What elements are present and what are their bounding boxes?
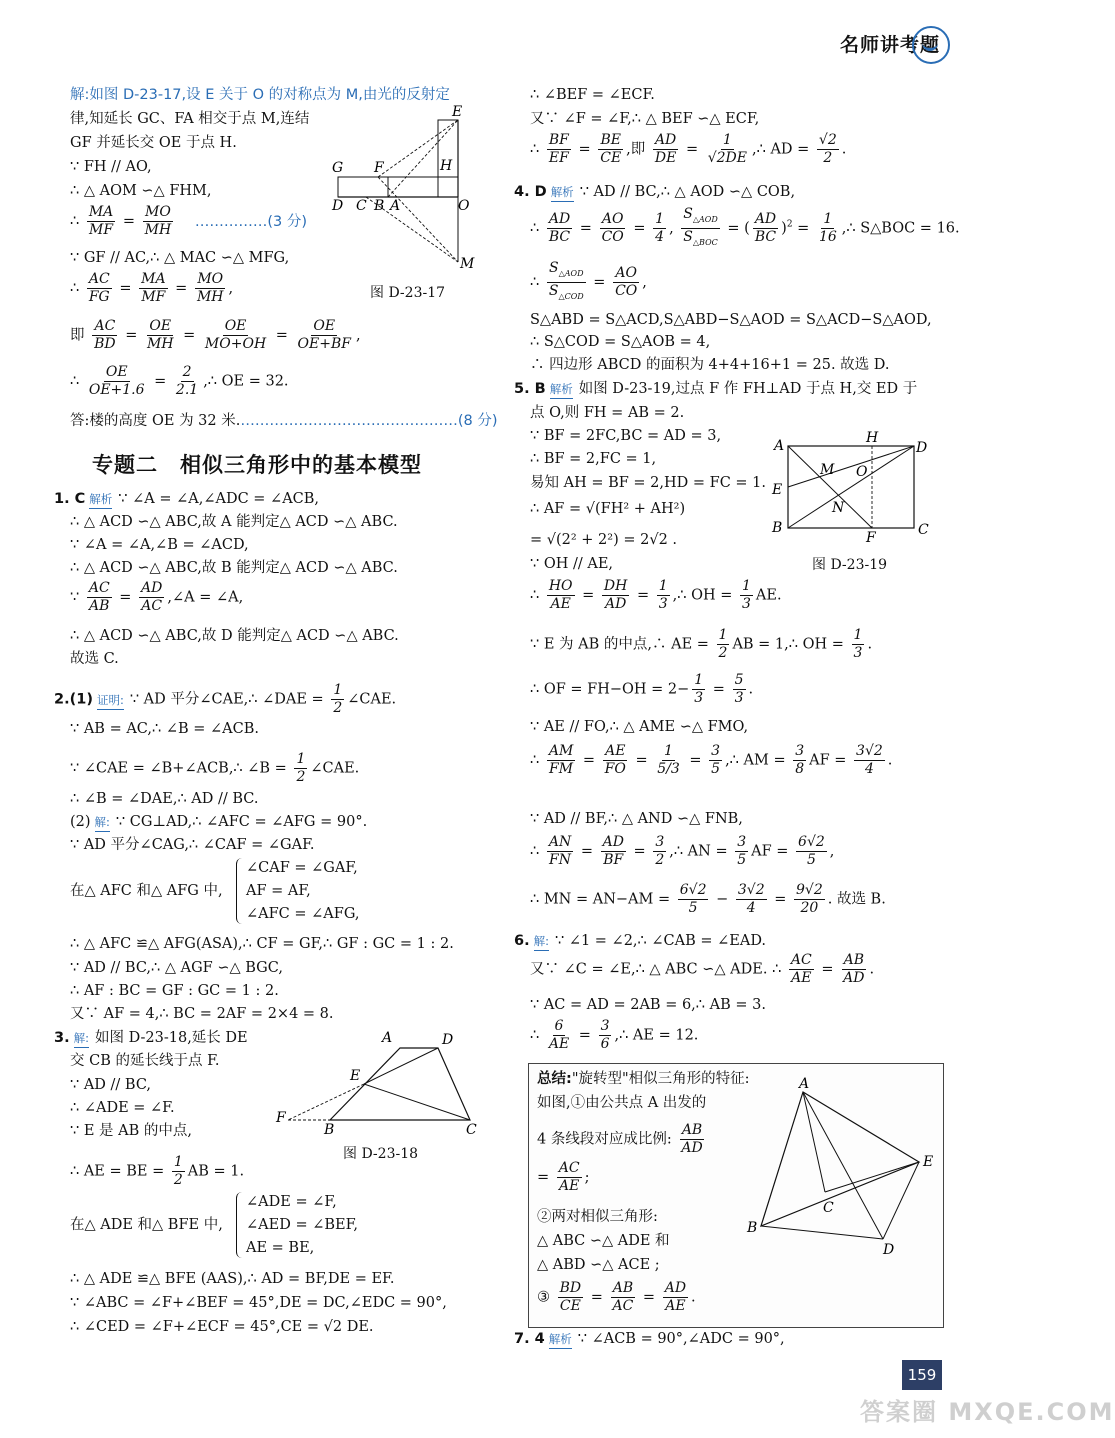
p17-eq-1: ∴ $\frac{MA}{MF}$ = $\frac{MO}{MH}$ ……………(3 分) (70, 204, 307, 238)
q4-line-5: ∴ S△COD = S△AOB = 4, (530, 334, 711, 350)
p17-line-1: 解:如图 D-23-17,设 E 关于 O 的对称点为 M,由光的反射定 (70, 87, 450, 103)
summary-figure (743, 1074, 939, 1258)
svg-text:A: A (390, 198, 401, 214)
q2-brace (236, 858, 245, 924)
p17-answer: 答:楼的高度 OE 为 32 米.………………………………………(8 分) (70, 413, 498, 429)
svg-text:M: M (460, 256, 475, 272)
watermark: 答案圈 MXQE.COM (860, 1398, 1115, 1426)
svg-text:D: D (916, 440, 928, 456)
q6-line-4: ∴ $\frac{6}{AE}$ = $\frac{3}{6}$ ,∴ AE = 12. (530, 1018, 699, 1052)
q1-line-5: ∵ $\frac{AC}{AB}$ = $\frac{AD}{AC}$ ,∠A = ∠A, (70, 580, 244, 614)
svg-text:F: F (276, 1110, 286, 1126)
svg-text:O: O (458, 198, 470, 214)
q5-line-16: ∴ MN = AN−AM = $\frac{6√2}{5}$ − $\frac{3√2}{4}$ = $\frac{9√2}{20}$ . 故选 B. (530, 882, 886, 916)
q5-line-15: ∴ $\frac{AN}{FN}$ = $\frac{AD}{BF}$ = $\frac{3}{2}$ ,∴ AN = $\frac{3}{5}$ AF = $\frac{6√2}{5}$ , (530, 834, 835, 868)
figure-d-23-19 (766, 428, 936, 546)
svg-text:F: F (374, 160, 384, 176)
svg-text:A: A (382, 1030, 393, 1046)
q2-line-6: ∵ AD 平分∠CAG,∴ ∠CAF = ∠GAF. (70, 837, 315, 853)
q1-line-6: ∴ △ ACD ∽△ ABC,故 D 能判定△ ACD ∽△ ABC. (70, 628, 399, 644)
q5-line-2: 点 O,则 FH = AB = 2. (530, 405, 685, 421)
q2-line-7: 在△ AFC 和△ AFG 中, (70, 883, 223, 899)
r-line-1: ∴ ∠BEF = ∠ECF. (530, 87, 655, 103)
figure-d-23-18 (272, 1028, 486, 1138)
q4-line-3: ∴ $\frac{S_{\triangle AOD}}{S_{\triangle COD}}$ = $\frac{AO}{CO}$ , (530, 260, 647, 301)
q3-line-9: ∵ ∠ABC = ∠F+∠BEF = 45°,DE = DC,∠EDC = 90°, (70, 1295, 447, 1311)
q6-line-2: 又∵ ∠C = ∠E,∴ △ ABC ∽△ ADE. ∴ $\frac{AC}{AE}$ = $\frac{AB}{AD}$ . (530, 952, 875, 986)
svg-text:A: A (774, 438, 785, 454)
p17-eq-3: 即 $\frac{AC}{BD}$ = $\frac{OE}{MH}$ = $\frac{OE}{MO+OH}$ = $\frac{OE}{OE+BF}$ , (70, 318, 361, 352)
p17-eq-4: ∴ $\frac{OE}{OE+1.6}$ = $\frac{2}{2.1}$ ,∴ OE = 32. (70, 364, 289, 398)
svg-text:E: E (923, 1154, 934, 1170)
r-line-3: ∴ $\frac{BF}{EF}$ = $\frac{BE}{CE}$ ,即 $\frac{AD}{DE}$ = $\frac{1}{√2DE}$ ,∴ AD = $\frac{√2}{2}$ . (530, 132, 847, 166)
q1-line-7: 故选 C. (70, 651, 119, 667)
svg-text:B: B (324, 1122, 335, 1138)
q3-line-10: ∴ ∠CED = ∠F+∠ECF = 45°,CE = √2 DE. (70, 1319, 374, 1335)
q2-line-10: ∴ AF : BC = GF : GC = 1 : 2. (70, 983, 279, 999)
q4-line-2: ∴ $\frac{AD}{BC}$ = $\frac{AO}{CO}$ = $\frac{1}{4}$ , $\frac{S_{\triangle AOD}}{S_{\triangle BOC}}$ = ( $\frac{AD}{BC}$ )$^2$ = $\frac{1}{16}$ ,∴ S△BOC = 16. (530, 206, 960, 247)
svg-text:C: C (466, 1122, 477, 1138)
q5-line-12: ∵ AE // FO,∴ △ AME ∽△ FMO, (530, 719, 749, 735)
p17-eq-2: ∴ $\frac{AC}{FG}$ = $\frac{MA}{MF}$ = $\frac{MO}{MH}$ , (70, 271, 234, 305)
svg-text:B: B (747, 1220, 758, 1236)
q2-line-1: 2.(1) 证明: ∵ AD 平分∠CAE,∴ ∠DAE = $\frac{1}{2}$ ∠CAE. (54, 682, 397, 716)
figure-d-23-17 (328, 102, 488, 272)
svg-text:N: N (832, 500, 845, 516)
q5-line-3: ∵ BF = 2FC,BC = AD = 3, (530, 428, 722, 444)
q5-line-4: ∴ BF = 2,FC = 1, (530, 451, 657, 467)
summary-line-7: ③ $\frac{BD}{CE}$ = $\frac{AB}{AC}$ = $\frac{AD}{AE}$ . (537, 1280, 696, 1314)
q7-line-1: 7. 4 解析 ∵ ∠ACB = 90°,∠ADC = 90°, (514, 1331, 785, 1347)
svg-text:E: E (350, 1068, 361, 1084)
p17-line-5: ∴ △ AOM ∽△ FHM, (70, 183, 212, 199)
q2-line-3: ∵ ∠CAE = ∠B+∠ACB,∴ ∠B = $\frac{1}{2}$ ∠CAE. (70, 751, 360, 785)
svg-text:E: E (452, 104, 463, 120)
q1-line-2: ∴ △ ACD ∽△ ABC,故 A 能判定△ ACD ∽△ ABC. (70, 514, 398, 530)
q3-line-5: ∵ E 是 AB 的中点, (70, 1123, 192, 1139)
p17-line-7: ∵ GF // AC,∴ △ MAC ∽△ MFG, (70, 250, 290, 266)
q1-line-1: 1. C 解析 ∵ ∠A = ∠A,∠ADC = ∠ACB, (54, 491, 320, 507)
summary-box (528, 1063, 944, 1328)
q3-system-3: AE = BE, (246, 1240, 315, 1256)
q6-line-1: 6. 解: ∵ ∠1 = ∠2,∴ ∠CAB = ∠EAD. (514, 933, 767, 949)
q3-line-6: ∴ AE = BE = $\frac{1}{2}$ AB = 1. (70, 1154, 245, 1188)
svg-text:B: B (374, 198, 385, 214)
q2-system-2: AF = AF, (246, 883, 311, 899)
svg-text:D: D (442, 1032, 454, 1048)
q5-line-9: ∴ $\frac{HO}{AE}$ = $\frac{DH}{AD}$ = $\frac{1}{3}$ ,∴ OH = $\frac{1}{3}$ AE. (530, 578, 782, 612)
svg-text:F: F (866, 530, 876, 546)
summary-line-6: △ ABD ∽△ ACE ; (537, 1257, 660, 1273)
q2-line-2: ∵ AB = AC,∴ ∠B = ∠ACB. (70, 721, 259, 737)
figure-d-23-17-caption: 图 D-23-17 (370, 285, 446, 301)
q2-system-3: ∠AFC = ∠AFG, (246, 906, 360, 922)
q5-line-5: 易知 AH = BF = 2,HD = FC = 1. (530, 475, 767, 491)
summary-line-3: = $\frac{AC}{AE}$ ; (537, 1160, 590, 1194)
q5-line-1: 5. B 解析 如图 D-23-19,过点 F 作 FH⊥AD 于点 H,交 ED 于 (514, 381, 918, 397)
q2-line-5: (2) 解: ∵ CG⊥AD,∴ ∠AFC = ∠AFG = 90°. (70, 814, 368, 830)
q3-line-7: 在△ ADE 和△ BFE 中, (70, 1217, 223, 1233)
q3-line-2: 交 CB 的延长线于点 F. (70, 1053, 220, 1069)
r-line-2: 又∵ ∠F = ∠F,∴ △ BEF ∽△ ECF, (530, 111, 760, 127)
summary-line-4: ②两对相似三角形: (537, 1209, 658, 1225)
q4-line-4: S△ABD = S△ACD,S△ABD−S△AOD = S△ACD−S△AOD, (530, 312, 932, 328)
summary-line-2: 4 条线段对应成比例: $\frac{AB}{AD}$ (537, 1122, 703, 1156)
p17-line-3: GF 并延长交 OE 于点 H. (70, 135, 237, 151)
q2-system-1: ∠CAF = ∠GAF, (246, 860, 358, 876)
logo-icon (912, 26, 950, 64)
p17-line-4: ∵ FH // AO, (70, 159, 152, 175)
header-title: 名师讲考题 (839, 34, 940, 56)
q2-line-8: ∴ △ AFC ≌△ AFG(ASA),∴ CF = GF,∴ GF : GC = 1 : 2. (70, 936, 454, 952)
q5-line-10: ∵ E 为 AB 的中点,∴ AE = $\frac{1}{2}$ AB = 1,∴ OH = $\frac{1}{3}$ . (530, 627, 873, 661)
page-number: 159 (902, 1360, 942, 1390)
svg-text:E: E (772, 482, 783, 498)
q1-line-4: ∴ △ ACD ∽△ ABC,故 B 能判定△ ACD ∽△ ABC. (70, 560, 398, 576)
q3-system-1: ∠ADE = ∠F, (246, 1194, 337, 1210)
q3-line-4: ∴ ∠ADE = ∠F. (70, 1100, 175, 1116)
q3-brace (236, 1192, 245, 1258)
q3-line-8: ∴ △ ADE ≌△ BFE (AAS),∴ AD = BF,DE = EF. (70, 1271, 395, 1287)
svg-text:D: D (883, 1242, 895, 1258)
q4-line-1: 4. D 解析 ∵ AD // BC,∴ △ AOD ∽△ COB, (514, 184, 796, 200)
q2-line-9: ∵ AD // BC,∴ △ AGF ∽△ BGC, (70, 960, 283, 976)
q2-line-11: 又∵ AF = 4,∴ BC = 2AF = 2×4 = 8. (70, 1006, 334, 1022)
q5-line-11: ∴ OF = FH−OH = 2− $\frac{1}{3}$ = $\frac{5}{3}$ . (530, 672, 754, 706)
summary-line-1: 如图,①由公共点 A 出发的 (537, 1095, 707, 1111)
q5-line-7: = √(2² + 2²) = 2√2 . (530, 532, 678, 548)
summary-title: 总结:"旋转型"相似三角形的特征: (537, 1071, 750, 1087)
figure-d-23-18-caption: 图 D-23-18 (343, 1146, 419, 1162)
q5-line-13: ∴ $\frac{AM}{FM}$ = $\frac{AE}{FO}$ = $\frac{1}{5/3}$ = $\frac{3}{5}$ ,∴ AM = $\frac{3}{8}$ AF = $\frac{3√2}{4}$ . (530, 743, 893, 777)
summary-line-5: △ ABC ∽△ ADE 和 (537, 1233, 670, 1249)
svg-text:C: C (823, 1200, 834, 1216)
q5-line-8: ∵ OH // AE, (530, 556, 614, 572)
svg-text:D: D (332, 198, 344, 214)
svg-text:C: C (356, 198, 367, 214)
q6-line-3: ∵ AC = AD = 2AB = 6,∴ AB = 3. (530, 997, 766, 1013)
svg-text:M: M (820, 462, 835, 478)
svg-text:G: G (332, 160, 344, 176)
section-title: 专题二 相似三角形中的基本模型 (92, 453, 422, 477)
svg-text:B: B (772, 520, 783, 536)
q1-line-3: ∵ ∠A = ∠A,∠B = ∠ACD, (70, 537, 249, 553)
q3-line-1: 3. 解: 如图 D-23-18,延长 DE (54, 1030, 248, 1046)
q4-line-6: ∴ 四边形 ABCD 的面积为 4+4+16+1 = 25. 故选 D. (530, 357, 890, 373)
q5-line-14: ∵ AD // BF,∴ △ AND ∽△ FNB, (530, 811, 743, 827)
svg-text:C: C (918, 522, 929, 538)
q3-system-2: ∠AED = ∠BEF, (246, 1217, 358, 1233)
svg-text:O: O (856, 464, 868, 480)
svg-text:A: A (799, 1076, 810, 1092)
p17-line-2: 律,知延长 GC、FA 相交于点 M,连结 (70, 111, 310, 127)
svg-text:H: H (440, 158, 453, 174)
q3-line-3: ∵ AD // BC, (70, 1077, 152, 1093)
q5-line-6: ∴ AF = √(FH² + AH²) (530, 501, 686, 517)
figure-d-23-19-caption: 图 D-23-19 (812, 557, 888, 573)
svg-text:H: H (866, 430, 879, 446)
q2-line-4: ∴ ∠B = ∠DAE,∴ AD // BC. (70, 791, 259, 807)
